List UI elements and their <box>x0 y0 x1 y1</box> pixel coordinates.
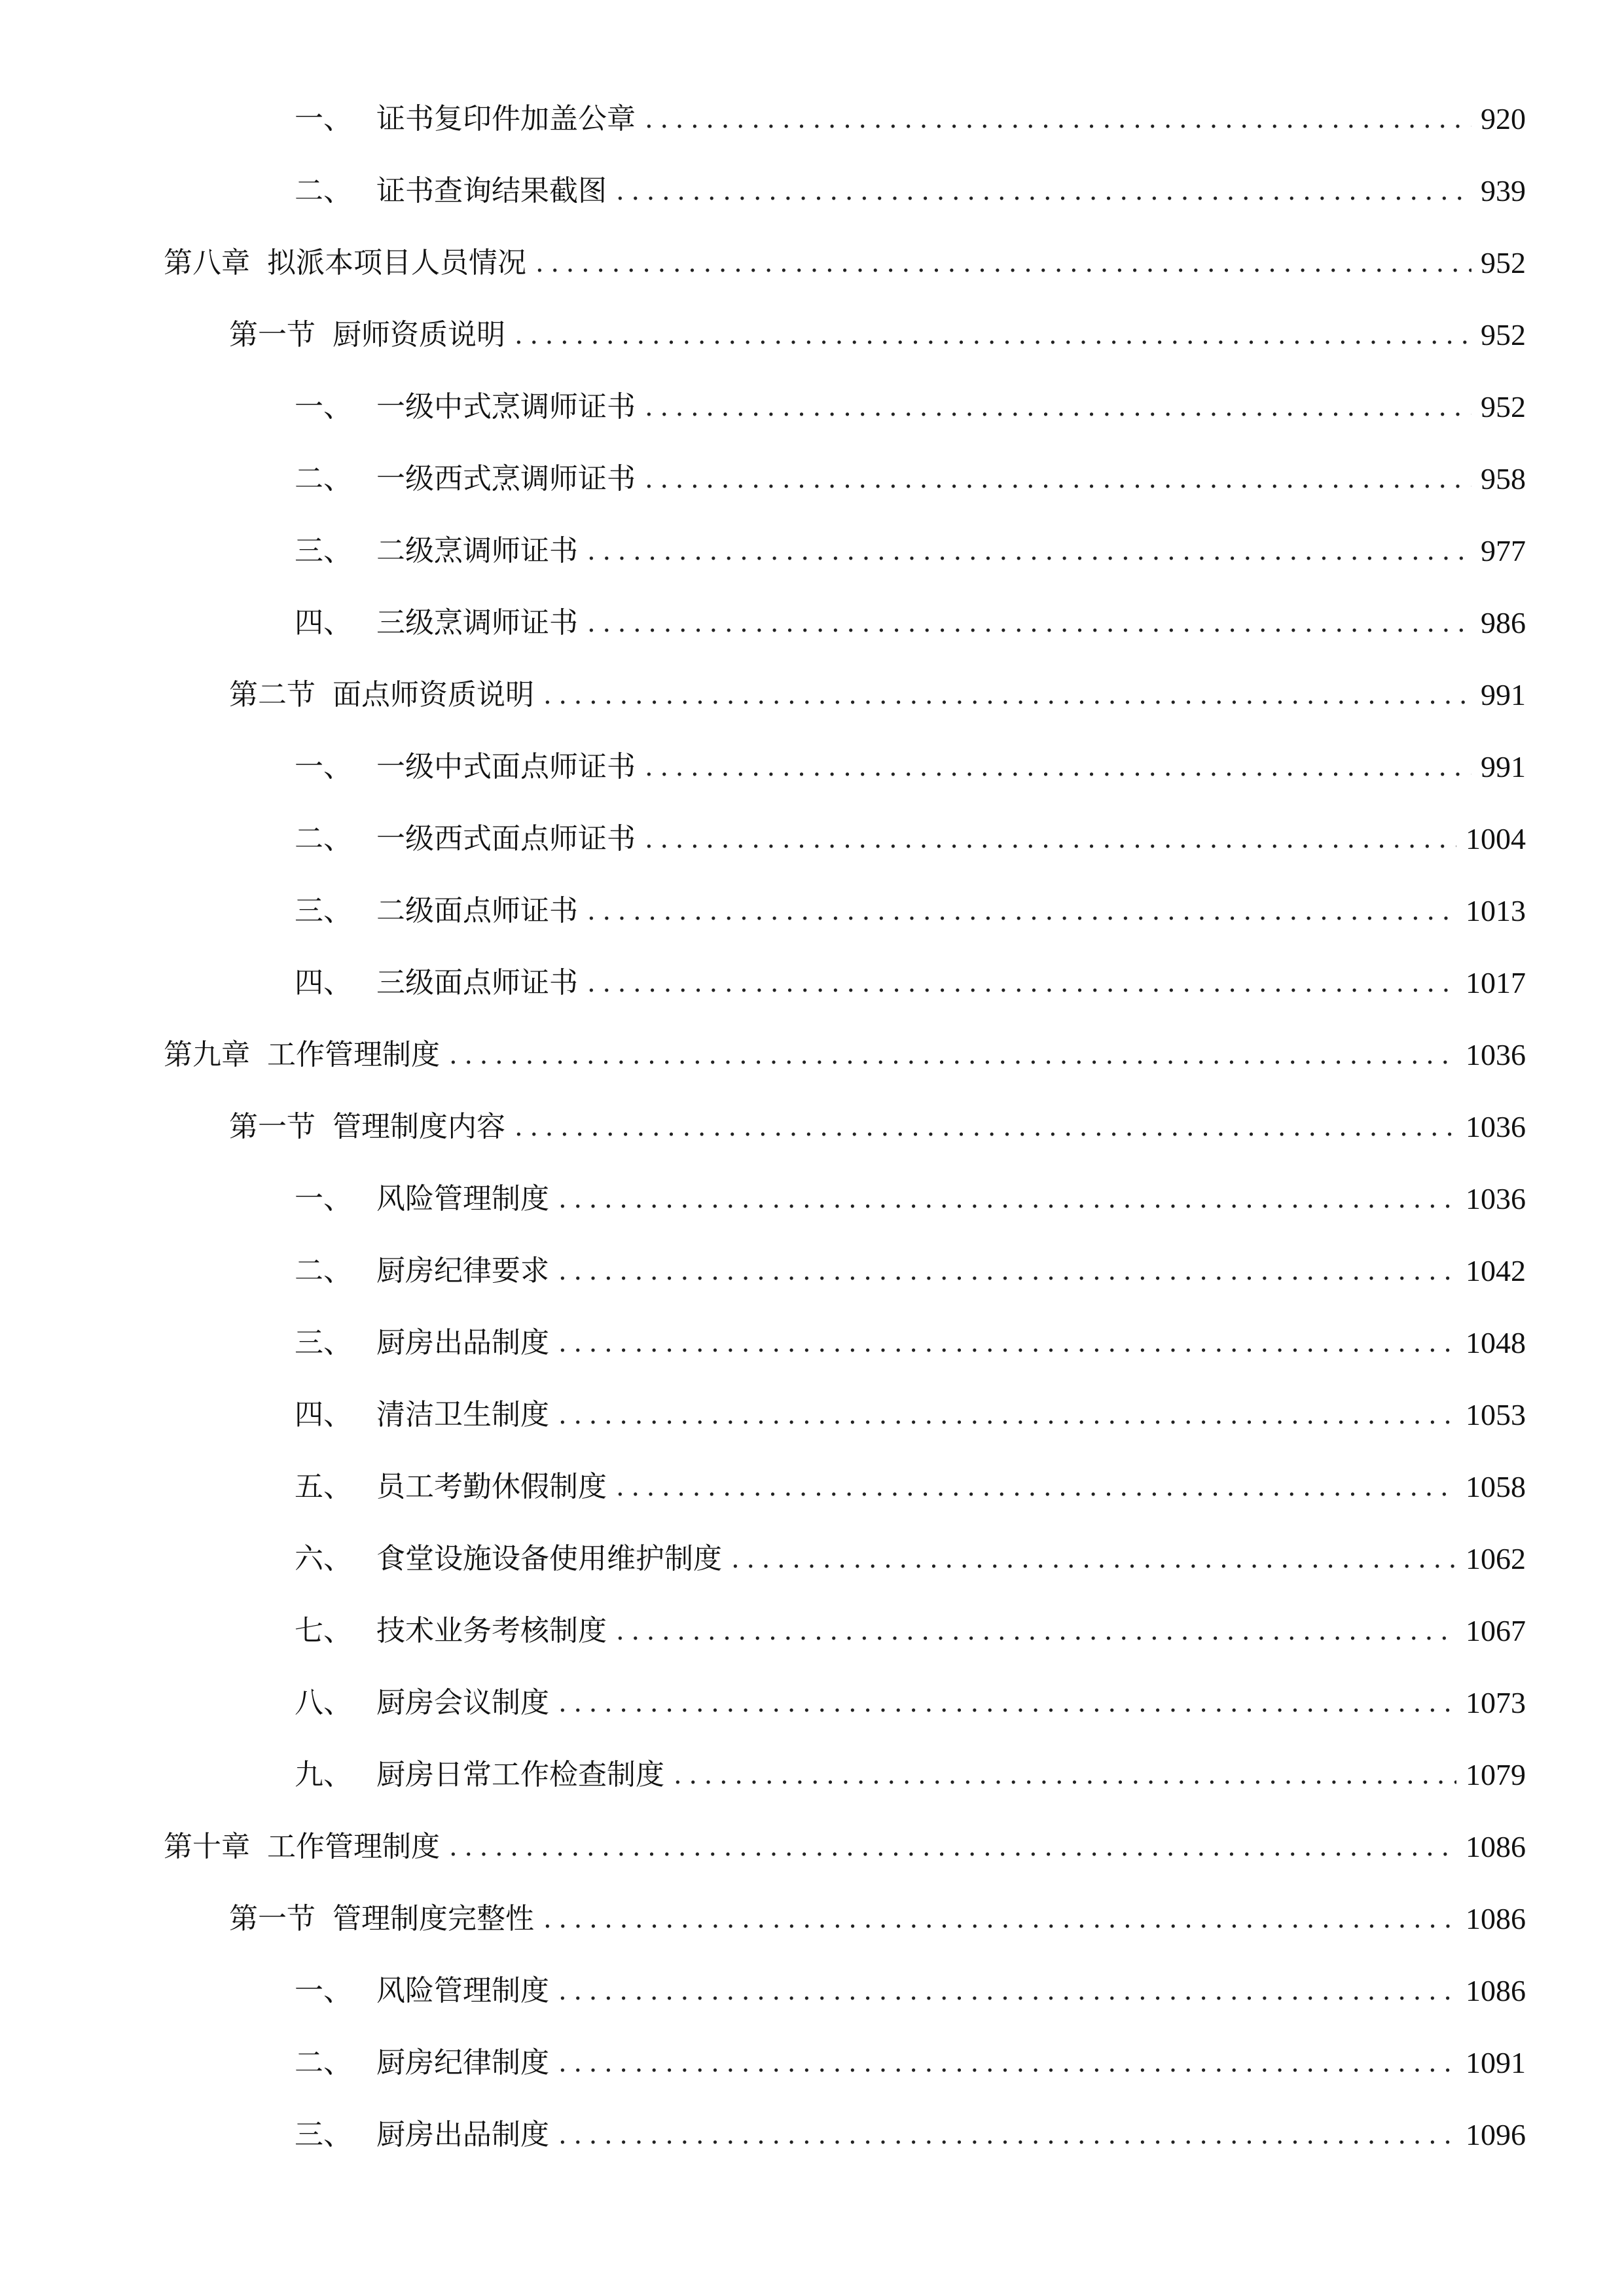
toc-entry-page-number: 1086 <box>1466 1830 1526 1863</box>
toc-entry-title: 厨房会议制度 <box>376 1686 549 1719</box>
dot-leader <box>558 1965 1456 2017</box>
toc-entry-number: 第一节 <box>229 1110 316 1143</box>
toc-entry-page-number: 1042 <box>1466 1254 1526 1287</box>
toc-entry-page-number: 1053 <box>1466 1398 1526 1431</box>
dot-leader <box>543 669 1471 721</box>
toc-entry-number: 第十章 <box>164 1830 250 1863</box>
toc-entry-number: 二、 <box>295 2046 352 2079</box>
toc-entry[interactable] <box>295 1965 1526 2017</box>
dot-leader <box>616 165 1471 217</box>
toc-entry-number: 七、 <box>295 1614 352 1647</box>
toc-entry[interactable] <box>295 813 1526 865</box>
toc-entry-page-number: 1058 <box>1466 1470 1526 1503</box>
toc-entry-title: 厨师资质说明 <box>333 318 505 351</box>
toc-entry-page-number: 920 <box>1481 102 1526 135</box>
toc-entry[interactable] <box>295 1677 1526 1729</box>
toc-entry-number: 二、 <box>295 822 352 855</box>
toc-entry[interactable] <box>295 1533 1526 1585</box>
toc-entry-page-number: 1086 <box>1466 1902 1526 1935</box>
toc-entry-number: 九、 <box>295 1758 352 1791</box>
toc-entry-title: 食堂设施设备使用维护制度 <box>376 1542 722 1575</box>
toc-entry-title: 管理制度内容 <box>333 1110 505 1143</box>
toc-entry-number: 三、 <box>295 534 352 567</box>
dot-leader <box>645 453 1471 505</box>
toc-entry-title: 一级中式烹调师证书 <box>376 390 636 423</box>
toc-entry-title: 厨房出品制度 <box>376 1326 549 1359</box>
toc-entry[interactable] <box>229 309 1526 361</box>
toc-entry-title: 拟派本项目人员情况 <box>267 246 526 279</box>
toc-entry-page-number: 958 <box>1481 462 1526 495</box>
toc-entry-title: 二级面点师证书 <box>376 894 578 927</box>
toc-entry-number: 二、 <box>295 462 352 495</box>
toc-entry[interactable] <box>295 1317 1526 1369</box>
dot-leader <box>558 1173 1456 1225</box>
toc-entry-page-number: 1017 <box>1466 966 1526 999</box>
toc-entry-number: 一、 <box>295 390 352 423</box>
toc-entry-title: 厨房日常工作检查制度 <box>376 1758 664 1791</box>
toc-entry-number: 四、 <box>295 966 352 999</box>
toc-entry-title: 工作管理制度 <box>267 1830 440 1863</box>
toc-entry-title: 一级西式面点师证书 <box>376 822 636 855</box>
toc-entry-page-number: 991 <box>1481 750 1526 783</box>
toc-entry[interactable] <box>229 669 1526 721</box>
toc-entry-title: 厨房纪律制度 <box>376 2046 549 2079</box>
toc-entry-number: 三、 <box>295 894 352 927</box>
toc-entry-number: 五、 <box>295 1470 352 1503</box>
toc-entry-title: 厨房纪律要求 <box>376 1254 549 1287</box>
toc-entry[interactable] <box>295 741 1526 793</box>
toc-entry[interactable] <box>295 2037 1526 2089</box>
toc-entry-number: 一、 <box>295 1182 352 1215</box>
toc-entry-page-number: 939 <box>1481 174 1526 207</box>
toc-entry[interactable] <box>295 381 1526 433</box>
toc-entry[interactable] <box>164 1029 1526 1081</box>
dot-leader <box>587 957 1456 1009</box>
dot-leader <box>587 525 1471 577</box>
toc-entry-page-number: 1086 <box>1466 1974 1526 2007</box>
toc-entry-page-number: 1013 <box>1466 894 1526 927</box>
dot-leader <box>558 1389 1456 1441</box>
toc-entry-number: 一、 <box>295 750 352 783</box>
toc-entry-title: 二级烹调师证书 <box>376 534 578 567</box>
toc-entry-page-number: 1067 <box>1466 1614 1526 1647</box>
toc-entry[interactable] <box>295 165 1526 217</box>
toc-entry-number: 一、 <box>295 1974 352 2007</box>
toc-entry-title: 三级面点师证书 <box>376 966 578 999</box>
toc-entry[interactable] <box>295 1245 1526 1297</box>
dot-leader <box>616 1605 1456 1657</box>
toc-entry[interactable] <box>164 237 1526 289</box>
toc-entry-title: 管理制度完整性 <box>333 1902 534 1935</box>
toc-entry-number: 第一节 <box>229 318 316 351</box>
toc-entry[interactable] <box>295 1389 1526 1441</box>
toc-entry-number: 第八章 <box>164 246 250 279</box>
toc-entry[interactable] <box>295 1461 1526 1513</box>
toc-entry-page-number: 1073 <box>1466 1686 1526 1719</box>
dot-leader <box>558 2037 1456 2089</box>
toc-entry-title: 厨房出品制度 <box>376 2118 549 2151</box>
toc-entry-number: 三、 <box>295 2118 352 2151</box>
toc-entry-number: 四、 <box>295 606 352 639</box>
toc-entry[interactable] <box>295 885 1526 937</box>
toc-entry-page-number: 952 <box>1481 390 1526 423</box>
dot-leader <box>449 1029 1456 1081</box>
toc-entry[interactable] <box>229 1893 1526 1945</box>
toc-entry[interactable] <box>295 525 1526 577</box>
toc-entry-number: 二、 <box>295 1254 352 1287</box>
toc-entry-page-number: 1036 <box>1466 1182 1526 1215</box>
toc-entry-page-number: 1062 <box>1466 1542 1526 1575</box>
toc-entry-title: 一级中式面点师证书 <box>376 750 636 783</box>
dot-leader <box>558 1317 1456 1369</box>
dot-leader <box>616 1461 1456 1513</box>
toc-entry-title: 三级烹调师证书 <box>376 606 578 639</box>
toc-entry-page-number: 1091 <box>1466 2046 1526 2079</box>
dot-leader <box>587 885 1456 937</box>
dot-leader <box>558 2109 1456 2161</box>
toc-entry-page-number: 952 <box>1481 318 1526 351</box>
dot-leader <box>514 1101 1456 1153</box>
dot-leader <box>645 381 1471 433</box>
toc-entry-page-number: 1096 <box>1466 2118 1526 2151</box>
toc-entry-title: 面点师资质说明 <box>333 678 534 711</box>
dot-leader <box>514 309 1471 361</box>
toc-entry-number: 三、 <box>295 1326 352 1359</box>
toc-entry-page-number: 1036 <box>1466 1038 1526 1071</box>
toc-entry-number: 四、 <box>295 1398 352 1431</box>
toc-entry-page-number: 986 <box>1481 606 1526 639</box>
toc-entry-number: 八、 <box>295 1686 352 1719</box>
toc-entry-page-number: 1004 <box>1466 822 1526 855</box>
toc-entry[interactable] <box>164 1821 1526 1873</box>
toc-entry[interactable] <box>295 1605 1526 1657</box>
toc-entry[interactable] <box>229 1101 1526 1153</box>
dot-leader <box>543 1893 1456 1945</box>
toc-entry-number: 一、 <box>295 102 352 135</box>
toc-entry-page-number: 977 <box>1481 534 1526 567</box>
toc-entry[interactable] <box>295 93 1526 145</box>
toc-entry[interactable] <box>295 597 1526 649</box>
toc-entry-page-number: 1079 <box>1466 1758 1526 1791</box>
dot-leader <box>558 1677 1456 1729</box>
dot-leader <box>587 597 1471 649</box>
toc-entry-page-number: 952 <box>1481 246 1526 279</box>
toc-entry-page-number: 991 <box>1481 678 1526 711</box>
toc-entry-title: 证书复印件加盖公章 <box>376 102 636 135</box>
toc-entry[interactable] <box>295 1749 1526 1801</box>
dot-leader <box>645 93 1471 145</box>
toc-entry-title: 风险管理制度 <box>376 1182 549 1215</box>
dot-leader <box>449 1821 1456 1873</box>
toc-entry-title: 技术业务考核制度 <box>376 1614 607 1647</box>
dot-leader <box>535 237 1471 289</box>
toc-entry-title: 员工考勤休假制度 <box>376 1470 607 1503</box>
toc-entry-page-number: 1036 <box>1466 1110 1526 1143</box>
toc-entry-number: 第九章 <box>164 1038 250 1071</box>
dot-leader <box>674 1749 1456 1801</box>
dot-leader <box>731 1533 1456 1585</box>
toc-entry-title: 风险管理制度 <box>376 1974 549 2007</box>
toc-entry-number: 第二节 <box>229 678 316 711</box>
dot-leader <box>645 741 1471 793</box>
toc-entry-number: 二、 <box>295 174 352 207</box>
toc-entry[interactable] <box>295 957 1526 1009</box>
toc-entry-page-number: 1048 <box>1466 1326 1526 1359</box>
toc-entry[interactable] <box>295 2109 1526 2161</box>
toc-entry[interactable] <box>295 1173 1526 1225</box>
toc-entry-title: 证书查询结果截图 <box>376 174 607 207</box>
dot-leader <box>558 1245 1456 1297</box>
dot-leader <box>645 813 1456 865</box>
toc-entry-number: 第一节 <box>229 1902 316 1935</box>
toc-entry-title: 工作管理制度 <box>267 1038 440 1071</box>
toc-entry-title: 一级西式烹调师证书 <box>376 462 636 495</box>
toc-entry[interactable] <box>295 453 1526 505</box>
toc-entry-number: 六、 <box>295 1542 352 1575</box>
toc-entry-title: 清洁卫生制度 <box>376 1398 549 1431</box>
